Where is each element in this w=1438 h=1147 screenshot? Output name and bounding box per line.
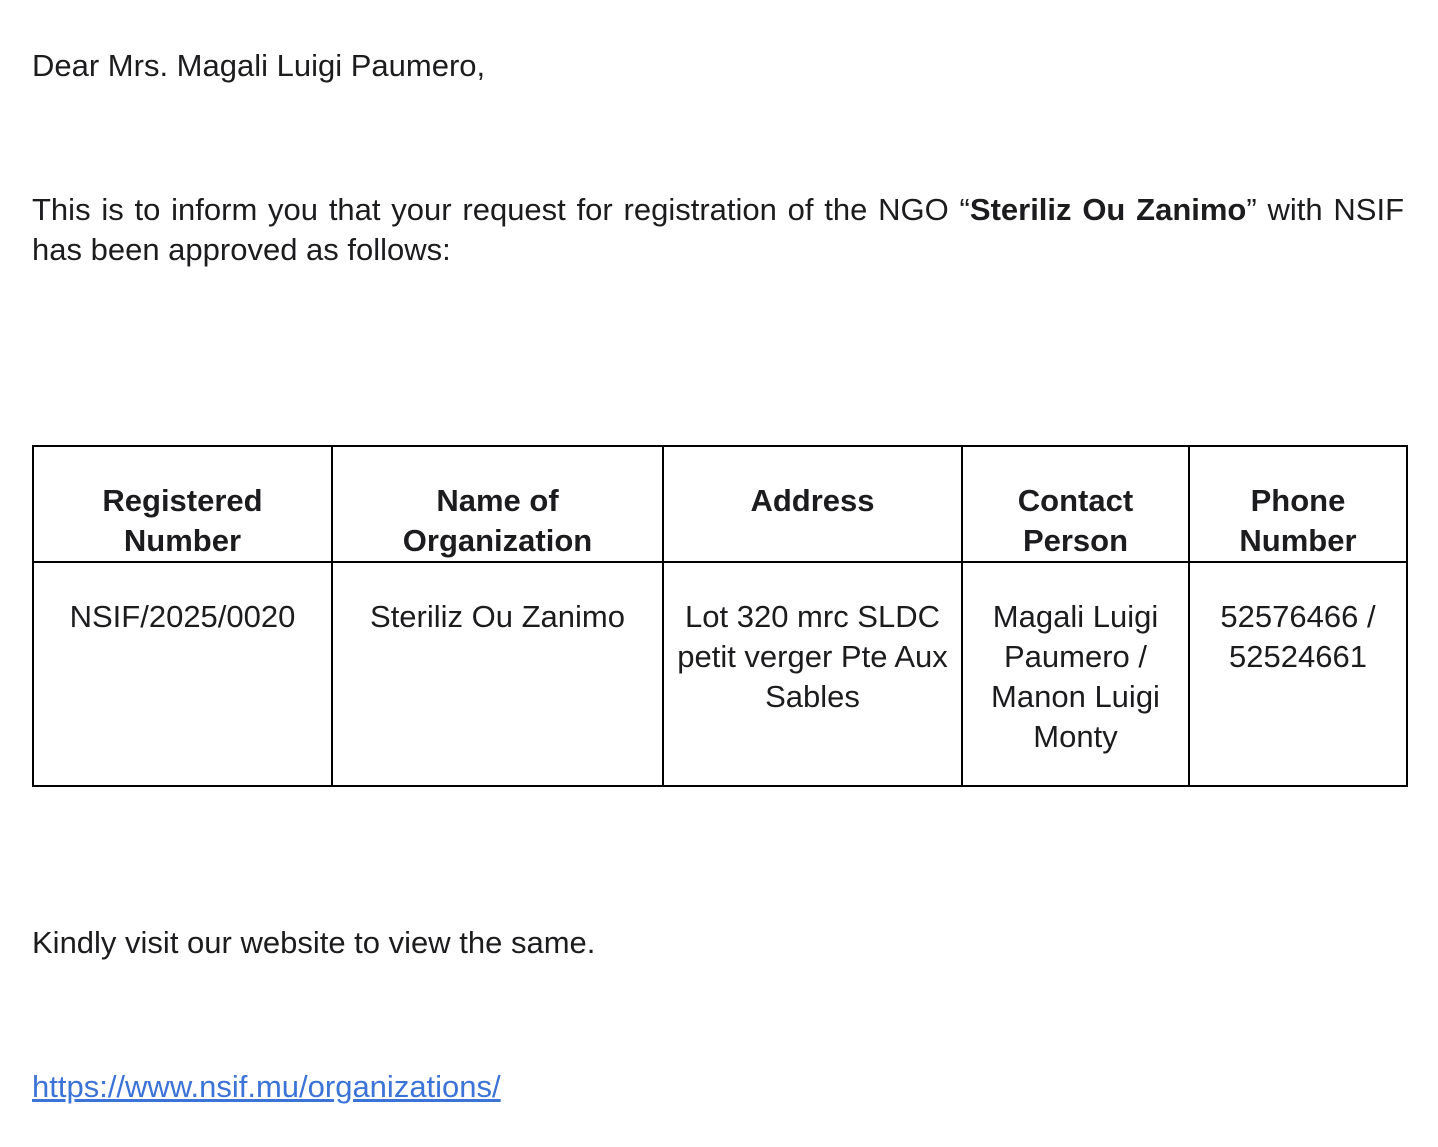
cell-name-of-organization: Steriliz Ou Zanimo: [332, 562, 663, 786]
table-header-row: [33, 446, 1407, 562]
intro-text-after: ” with NSIF has been approved as follows:: [32, 192, 1404, 267]
header-phone-number: Phone Number: [1189, 446, 1407, 562]
header-address: Address: [663, 446, 962, 562]
cell-contact-person: Magali Luigi Paumero / Manon Luigi Monty: [962, 562, 1189, 786]
header-contact-person: Contact Person: [962, 446, 1189, 562]
header-name-of-organization: Name of Organization: [332, 446, 663, 562]
organization-name-bold: Steriliz Ou Zanimo: [969, 192, 1247, 227]
closing-text: Kindly visit our website to view the same.: [32, 925, 596, 960]
greeting: Dear Mrs. Magali Luigi Paumero,: [32, 48, 486, 83]
intro-paragraph: [32, 190, 1404, 270]
header-registered-number: Registered Number: [33, 446, 332, 562]
intro-text-before: This is to inform you that your request for registration of the NGO “: [32, 192, 970, 227]
table-row: [33, 562, 1407, 786]
cell-phone-number: 52576466 / 52524661: [1189, 562, 1407, 786]
registration-table: [32, 445, 1408, 787]
cell-registered-number: NSIF/2025/0020: [33, 562, 332, 786]
organizations-link[interactable]: https://www.nsif.mu/organizations/: [32, 1069, 501, 1104]
cell-address: Lot 320 mrc SLDC petit verger Pte Aux Sables: [663, 562, 962, 786]
